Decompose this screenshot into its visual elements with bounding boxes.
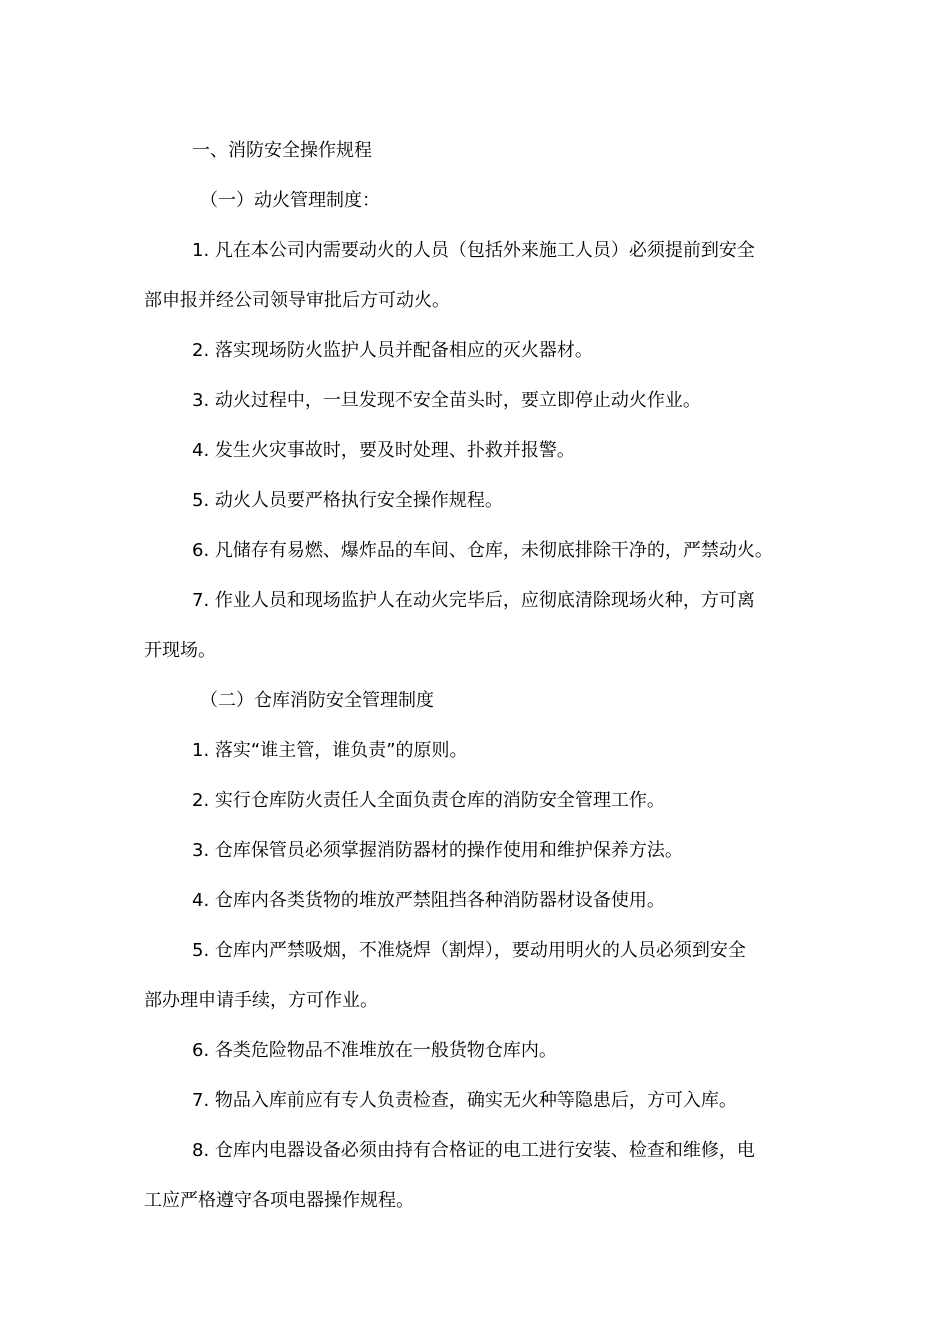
paragraph-2-8-line-1: 8. 仓库内电器设备必须由持有合格证的电工进行安装、检查和维修，电 [192,1140,755,1161]
paragraph-2-4: 4. 仓库内各类货物的堆放严禁阻挡各种消防器材设备使用。 [192,890,665,911]
paragraph-1-2: 2. 落实现场防火监护人员并配备相应的灭火器材。 [192,340,593,361]
paragraph-2-5-line-2: 部办理申请手续，方可作业。 [144,990,378,1011]
paragraph-1-7-line-1: 7. 作业人员和现场监护人在动火完毕后，应彻底清除现场火种，方可离 [192,590,755,611]
subsection-title-1: （一）动火管理制度： [200,190,380,211]
paragraph-2-6: 6. 各类危险物品不准堆放在一般货物仓库内。 [192,1040,557,1061]
paragraph-2-3: 3. 仓库保管员必须掌握消防器材的操作使用和维护保养方法。 [192,840,683,861]
paragraph-2-8-line-2: 工应严格遵守各项电器操作规程。 [144,1190,414,1211]
paragraph-2-5-line-1: 5. 仓库内严禁吸烟，不准烧焊（割焊），要动用明火的人员必须到安全 [192,940,746,961]
subsection-title-2: （二）仓库消防安全管理制度 [200,690,434,711]
paragraph-1-7-line-2: 开现场。 [144,640,216,661]
paragraph-1-1-line-2: 部申报并经公司领导审批后方可动火。 [144,290,450,311]
paragraph-1-6: 6. 凡储存有易燃、爆炸品的车间、仓库，未彻底排除干净的，严禁动火。 [192,540,773,561]
section-title: 一、消防安全操作规程 [192,140,372,161]
paragraph-2-2: 2. 实行仓库防火责任人全面负责仓库的消防安全管理工作。 [192,790,665,811]
paragraph-1-4: 4. 发生火灾事故时，要及时处理、扑救并报警。 [192,440,575,461]
paragraph-1-3: 3. 动火过程中，一旦发现不安全苗头时，要立即停止动火作业。 [192,390,701,411]
paragraph-2-7: 7. 物品入库前应有专人负责检查，确实无火种等隐患后，方可入库。 [192,1090,737,1111]
paragraph-1-1-line-1: 1. 凡在本公司内需要动火的人员（包括外来施工人员）必须提前到安全 [192,240,755,261]
paragraph-2-1: 1. 落实“谁主管，谁负责”的原则。 [192,740,468,761]
paragraph-1-5: 5. 动火人员要严格执行安全操作规程。 [192,490,503,511]
